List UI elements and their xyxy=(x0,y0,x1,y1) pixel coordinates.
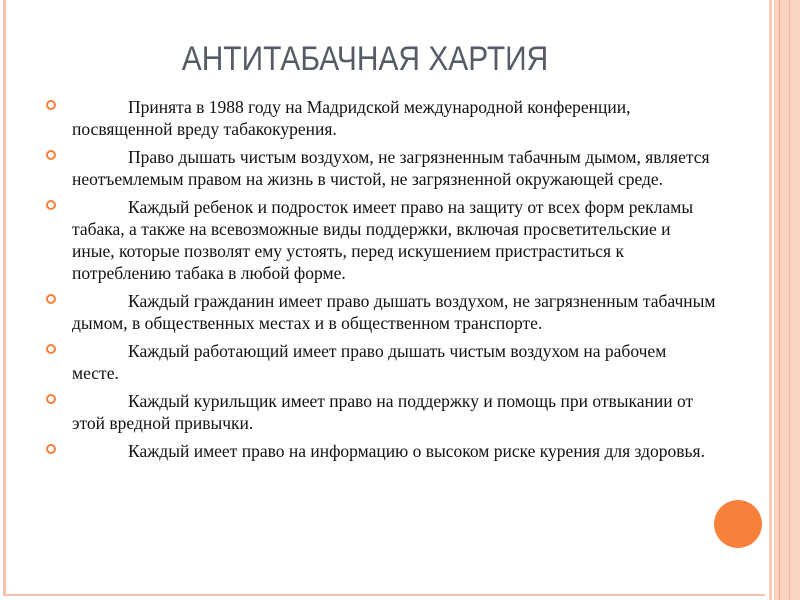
bullet-icon xyxy=(46,344,56,354)
bullet-icon xyxy=(46,444,56,454)
list-item xyxy=(46,196,716,284)
bullet-icon xyxy=(46,394,56,404)
bullet-text: Каждый работающий имеет право дышать чистым воздухом на рабочем месте. xyxy=(72,341,667,383)
bullet-text: Каждый имеет право на информацию о высоком риске курения для здоровья. xyxy=(128,441,705,461)
slide-title: АНТИТАБАЧНАЯ ХАРТИЯ xyxy=(181,40,549,78)
bullet-text: Каждый ребенок и подросток имеет право на защиту от всех форм рекламы табака, а также на всевозможные виды поддержки, включая просветительские и иные, которые позволят ему устоять, перед искушением пристраститься к потреблению табака в любой форме. xyxy=(72,197,694,283)
list-item xyxy=(46,96,716,140)
bullet-icon xyxy=(46,150,56,160)
bullet-icon xyxy=(46,100,56,110)
bullet-list xyxy=(46,96,716,468)
bullet-text: Право дышать чистым воздухом, не загрязненным табачным дымом, является неотъемлемым правом на жизнь в чистой, не загрязненной окружающей среде. xyxy=(72,147,710,189)
list-item xyxy=(46,290,716,334)
list-item xyxy=(46,440,716,462)
bullet-text: Каждый гражданин имеет право дышать воздухом, не загрязненным табачным дымом, в общественных местах и в общественном транспорте. xyxy=(72,291,716,333)
decorative-stripes xyxy=(765,0,800,600)
list-item xyxy=(46,146,716,190)
decorative-circle xyxy=(714,500,762,548)
list-item xyxy=(46,390,716,434)
bullet-icon xyxy=(46,200,56,210)
bullet-text: Принята в 1988 году на Мадридской международной конференции, посвященной вреду табакокурения. xyxy=(72,97,631,139)
bullet-text: Каждый курильщик имеет право на поддержку и помощь при отвыкании от этой вредной привычки. xyxy=(72,391,694,433)
bullet-icon xyxy=(46,294,56,304)
list-item xyxy=(46,340,716,384)
